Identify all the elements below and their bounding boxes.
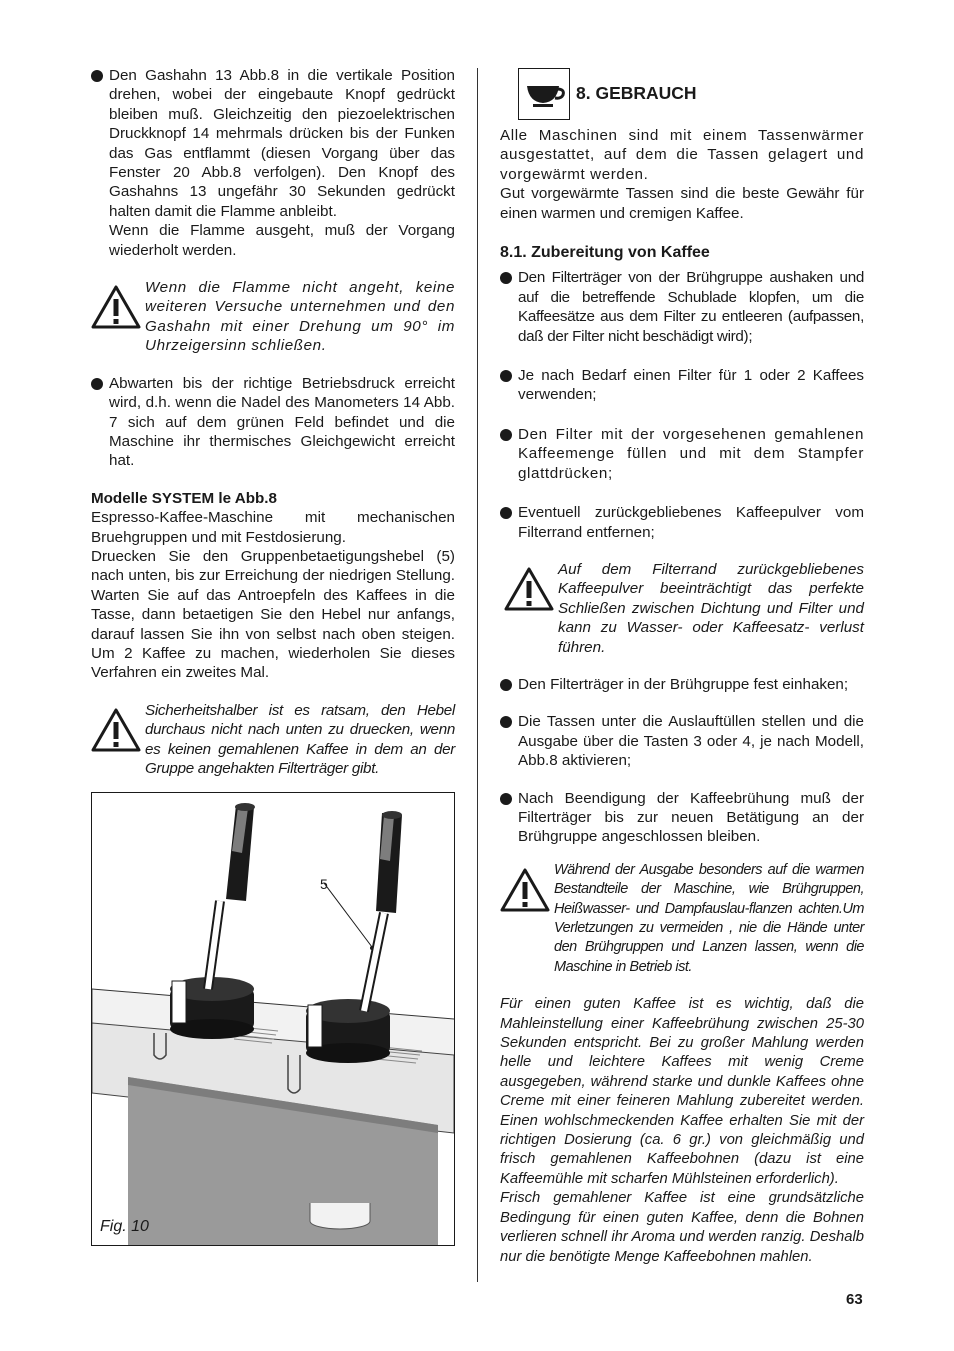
paragraph: Alle Maschinen sind mit einem Tassenwärmer ausgestattet, auf dem die Tassen gelagert und vorgewärmt werden. [500, 127, 864, 183]
warning-text: Während der Ausgabe besonders auf die warmen Bestandteile der Maschine, wie Brühgruppen, Heißwasser- und Dampfauslau-flanzen achten.Um Verletzungen zu vermeiden , nie die Hände unter den Brühgruppen und Lanzen lassen, wenn die Maschine in Betrieb ist. [554, 861, 864, 975]
page-number: 63 [846, 1291, 863, 1308]
warning-triangle-icon [91, 707, 145, 758]
figure-illustration [91, 792, 455, 1246]
bullet-icon [500, 507, 512, 519]
bullet-icon [500, 429, 512, 441]
paragraph: Wenn die Flamme ausgeht, muß der Vorgang wiederholt werden. [109, 222, 455, 259]
warning-triangle-icon [504, 566, 558, 617]
subsection-title: 8.1. Zubereitung von Kaffee [500, 244, 710, 262]
warning-note [91, 701, 455, 779]
bullet-icon [500, 370, 512, 382]
warning-note [91, 278, 455, 356]
list-item: Nach Beendigung der Kaffeebrühung muß der Filterträger bis zur neuen Betätigung an der Brühgruppe angeschlossen bleiben. [500, 789, 864, 847]
warning-text: Sicherheitshalber ist es ratsam, den Hebel durchaus nicht nach unten zu druecken, wenn es keinen gemahlenen Kaffee in dem an der Gruppe angehakten Filterträger gibt. [145, 701, 455, 777]
bullet-icon [91, 378, 103, 390]
paragraph: Druecken Sie den Gruppenbetaetigungshebel (5) nach unten, bis zur Erreichung der niedrigen Stellung. Warten Sie auf das Antroepfeln des Kaffees in die Tasse, dann betaetigen Sie den Hebel nur anfangs, darauf lassen Sie ihn von selbst nach oben steigen. Um 2 Kaffee zu machen, wiederholen Sie dieses Verfahren ein zweites Mal. [91, 547, 455, 682]
figure-callout: 5 [320, 876, 328, 892]
section-header [500, 68, 864, 120]
list-item: Den Filterträger in der Brühgruppe fest einhaken; [500, 675, 864, 694]
list-item: Den Gashahn 13 Abb.8 in die vertikale Position drehen, wobei der eingebaute Knopf gedrückt bleiben muß. Gleichzeitig den piezoelektrischen Druckknopf 14 mehrmals drücken bis der Funken das Gas entflammt (diesen Vorgang über das Fenster 20 Abb.8 verfolgen). Den Knopf des Gashahns 13 ungefähr 30 Sekunden gedrückt halten damit die Flamme anbleibt. [91, 66, 455, 221]
warning-text: Auf dem Filterrand zurückgebliebenes Kaffeepulver beeinträchtigt das perfekte Schließen zwischen Dichtung und Filter und kann zu Wasser- oder Kaffeesatz- verlust führen. [558, 560, 864, 656]
bullet-icon [500, 679, 512, 691]
list-item: Die Tassen unter die Auslauftüllen stellen und die Ausgabe über die Tasten 3 oder 4, je nach Modell, Abb.8 aktivieren; [500, 712, 864, 770]
bullet-icon [91, 70, 103, 82]
warning-triangle-icon [500, 867, 554, 918]
column-divider [477, 68, 478, 1282]
list-item: Eventuell zurückgebliebenes Kaffeepulver vom Filterrand entfernen; [500, 503, 864, 542]
warning-note [500, 560, 864, 657]
figure-caption: Fig. 10 [100, 1218, 149, 1235]
list-item: Den Filter mit der vorgesehenen gemahlenen Kaffeemenge füllen und mit dem Stampfer glattdrücken; [500, 425, 864, 483]
coffee-cup-icon [518, 68, 570, 120]
lever-group-drawing [92, 793, 454, 1245]
list-item: Abwarten bis der richtige Betriebsdruck erreicht wird, d.h. wenn die Nadel des Manometers 14 Abb. 7 sich auf dem grünen Feld befindet und die Maschine ihr thermisches Gleichgewicht erreicht hat. [91, 374, 455, 471]
paragraph: Espresso-Kaffee-Maschine mit mechanischen Bruehgruppen und mit Festdosierung. [91, 509, 455, 546]
section-heading: Modelle SYSTEM le Abb.8 [91, 489, 277, 507]
paragraph: Gut vorgewärmte Tassen sind die beste Gewähr für einen warmen und cremigen Kaffee. [500, 185, 864, 222]
left-column [91, 60, 455, 778]
right-column [500, 68, 864, 1267]
bullet-icon [500, 716, 512, 728]
bullet-icon [500, 272, 512, 284]
warning-note [500, 861, 864, 977]
bullet-icon [500, 793, 512, 805]
list-item: Je nach Bedarf einen Filter für 1 oder 2 Kaffees verwenden; [500, 366, 864, 405]
warning-triangle-icon [91, 284, 145, 335]
list-item: Den Filterträger von der Brühgruppe aushaken und auf die betreffende Schublade klopfen, um die Kaffeesätze aus dem Filter zu entleeren (aufpassen, daß der Filter nicht beschädigt wird); [500, 268, 864, 346]
warning-text: Wenn die Flamme nicht angeht, keine weiteren Versuche unternehmen und den Gashahn mit einer Drehung um 90° im Uhrzeigersinn schließen. [145, 279, 455, 355]
paragraph: Für einen guten Kaffee ist es wichtig, daß die Mahleinstellung einer Kaffeebrühung zwischen 25-30 Sekunden entspricht. Bei zu großer Mahlung werden helle und leichtere Kaffees mit wenig Creme ausgegeben, während starke und dunkle Kaffees ohne Creme mit einer feineren Mahlung zubereitet werden. Einen wohlschmeckenden Kaffee erhalten Sie mit der richtigen Dosierung (ca. 6 gr.) von gleichmäßig und frisch gemahlenen Kaffeebohnen (dazu ist eine Kaffeemühle mit scharfen Mühlsteinen erforderlich). [500, 996, 864, 1187]
paragraph: Frisch gemahlener Kaffee ist eine grundsätzliche Bedingung für einen guten Kaffee, denn die Bohnen verlieren schnell ihr Aroma und werden ranzig. Deshalb nur die benötigte Menge Kaffeebohnen mahlen. [500, 1190, 864, 1265]
section-title: 8. GEBRAUCH [576, 83, 697, 104]
